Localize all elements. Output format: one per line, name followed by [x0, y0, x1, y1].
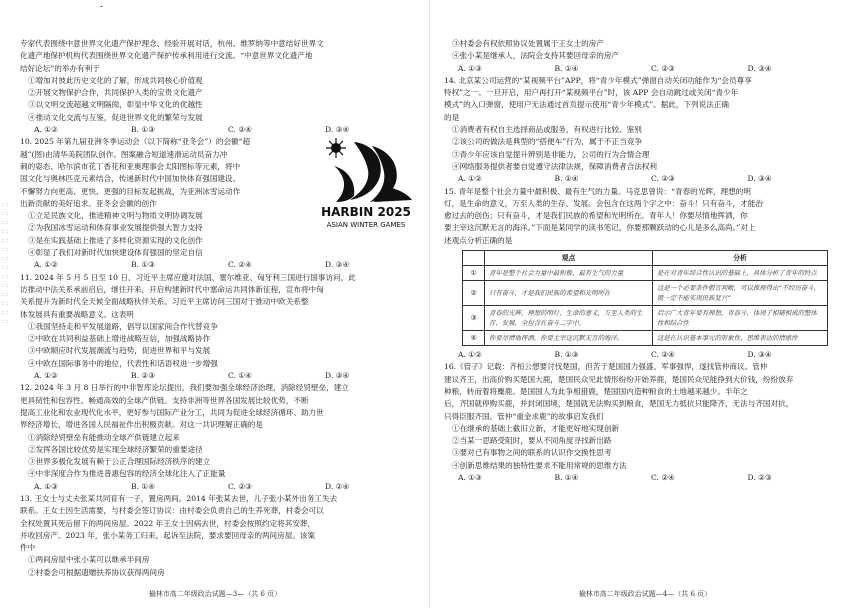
- option-2: ②中欧在共同利益基础上增进战略互信，加强战略协作: [28, 334, 211, 344]
- table-row: [463, 331, 828, 346]
- text-line: 12. 2024 年 3 月 8 日举行的中非智库论坛提出，我们要加强全球经济治理，消除经贸壁垒，建立: [20, 383, 349, 393]
- text-line: 访推动中法关系承前启后，继往开来，开启构建新时代中塞命运共同体新征程，宣布将中匈: [20, 284, 324, 294]
- option-4: ④创新思维结果的独特性要求不能用常规的思维方法: [452, 460, 627, 470]
- q9-options: [20, 75, 422, 124]
- option-1: ①增加对彼此历史文化的了解，形成共同核心价值观: [28, 75, 203, 85]
- table-row: [463, 281, 828, 306]
- text-line: 出新贡献的美好追求。亚冬会会徽的创作: [20, 198, 157, 208]
- text-line: 专家代表围绕中意世界文化遗产保护理念、经验开展对话，杭州、维罗纳等中意结好世界文: [20, 39, 324, 48]
- row-view: 只有奋斗，才是我们民族的希望和光明所在: [485, 281, 653, 306]
- option-2: ②该公司的做法是典型的“搭便车”行为，属于不正当竞争: [452, 137, 643, 147]
- row-number: ①: [463, 266, 485, 281]
- option-3: ③以文明交流超越文明隔阂，彰显中华文化的优越性: [28, 100, 203, 110]
- choice-b: B. ①③: [554, 350, 579, 360]
- text-line: 只得臣服齐国。管仲“重金求鹿”的故事启发我们: [444, 411, 604, 421]
- table-header-view: 观点: [485, 251, 653, 266]
- table-row: [463, 306, 828, 331]
- option-2: ②为我国冰雪运动和体育事业发展提供强大智力支持: [28, 223, 203, 233]
- row-analysis: 这是在认识基本事元的形象性，思维表达的情感性: [653, 331, 828, 346]
- choice-c: C. ②③: [651, 63, 675, 73]
- question-13: [20, 493, 422, 579]
- option-3: ③世界多极化发展有赖于公正合理国际经济秩序的建立: [28, 457, 211, 467]
- option-3: ③要对已有事物之间的联系的认识作交换性思考: [452, 448, 612, 458]
- text-line: 特权”之一。一旦开启，用户再打开“某视频平台”时，该 APP 会自动跳过或关闭“青少年: [444, 88, 739, 98]
- choice-c: C. ②④: [651, 473, 675, 483]
- text-line: 建议齐王，出高价购买楚国大鹿，楚国民众见此情形纷纷开始养鹿，楚国民众见能挣到大价钱，纷纷放弃: [444, 374, 794, 384]
- choice-b: B. ①④: [554, 174, 579, 184]
- text-line: 全权处置其死后留下的两间房屋。2022 年王女士因病去世，村委会按照约定将其安葬，: [20, 518, 316, 528]
- option-4: ④推动文化交流与互鉴，促进世界文化的繁荣与发展: [28, 112, 203, 122]
- harbin-2025-emblem: [314, 136, 418, 232]
- text-line: 11. 2024 年 5 月 5 日至 10 日，习近平主席应邀对法国、塞尔维亚、匈牙利三国进行国事访问，此: [20, 272, 356, 282]
- question-12: [20, 382, 422, 493]
- question-16: [444, 361, 844, 484]
- choice-b: B. ①④: [554, 473, 579, 483]
- question-14: [444, 75, 844, 186]
- question-13-continued: [444, 38, 844, 75]
- option-1: ①在继承的基础上截旧立新，才能更好地实现创新: [452, 423, 620, 433]
- question-11: [20, 272, 422, 383]
- choice-c: C. ②④: [228, 260, 252, 270]
- text-line: 10. 2025 年第九届亚洲冬季运动会（以下简称“亚冬会”）的会徽“超: [20, 137, 251, 147]
- row-view: 你要尽情地挥洒，你要主宰这沉默无言的海洋。: [485, 331, 653, 346]
- text-line: 不懈努力向更高、更快、更强的目标发起挑战，为亚洲冰雪运动作: [20, 186, 241, 196]
- text-line: 14. 北京某公司运营的“某视频平台”APP，将“青少年模式”弹窗自动关闭功能作为“会员尊享: [444, 75, 752, 85]
- text-line: 模式”的入口弹窗，使用户无法通过首页提示使用“青少年模式”。据此，下列说法正确: [444, 100, 730, 110]
- option-3: ③中欧顺应时代发展潮流与趋势，促进世界和平与发展: [28, 346, 211, 356]
- text-line: 后，齐国就停购买鹿，并封闭国境，楚国就无法购买到粮食，楚国无力抵抗只能降齐，无法与齐国对抗，: [444, 399, 794, 409]
- question-15: [444, 186, 844, 362]
- text-line: 化遗产地保护机构代表围绕世界文化遗产保护传承利用进行交流。“中意世界文化遗产地: [20, 51, 313, 61]
- text-line: 要主宰这沉默无言的海洋。”下面是某同学的读书笔记，你要那颗跃动的心儿是多么高尚。”对上: [444, 223, 756, 233]
- table-header-blank: [463, 251, 485, 266]
- choice-d: D. ③④: [325, 125, 350, 135]
- option-4: ④中非深度合作为推进普惠包容的经济全球化注入了正能量: [28, 469, 226, 479]
- choice-d: D. ③④: [747, 174, 772, 184]
- q10-choices: [20, 259, 422, 271]
- choice-a: A. ①②: [458, 350, 482, 360]
- option-4: ④网络服务提供者要自觉遵守法律法规，保障消费者合法权利: [452, 161, 658, 171]
- option-2: ②当某一思路受阻时，要从不同角度寻找新出路: [452, 436, 612, 446]
- q15-choices: [444, 349, 844, 361]
- q13-choices: [444, 63, 844, 75]
- q12-choices: [20, 481, 422, 493]
- row-analysis: 是在对青年综合性认识的基础上，具体分析了青年的特点: [653, 266, 828, 281]
- choice-d: D. ②③: [747, 473, 772, 483]
- question-10: [20, 136, 422, 271]
- text-line: 15. 青年是整个社会力量中最积极、最有生气的力量。马克思曾说：“青春的光辉，理想的明: [444, 186, 751, 196]
- choice-a: A. ①②: [458, 174, 482, 184]
- text-line: 件中: [20, 543, 36, 553]
- row-number: ②: [463, 281, 485, 306]
- option-1: ①消费者有权自主选择商品或服务，有权进行比较、鉴别: [452, 125, 642, 135]
- choice-d: D. ③④: [325, 260, 350, 270]
- choice-a: A. ①②: [34, 371, 58, 381]
- choice-c: C. ②③: [228, 481, 252, 491]
- q9-choices: [20, 124, 422, 136]
- choice-b: B. ②③: [131, 371, 156, 381]
- choice-a: A. ①②: [34, 260, 58, 270]
- choice-d: D. ③④: [747, 63, 772, 73]
- option-4: ④中欧在国际事务中的地位，代表性和话语权进一步增强: [28, 358, 218, 368]
- choice-a: A. ①②: [34, 125, 58, 135]
- text-line: 提高工业化和农业现代化水平，更好参与国际产业分工，共同为促进全球经济循环、助力世: [20, 407, 324, 417]
- choice-a: A. ①③: [34, 481, 58, 491]
- binding-margin: : : : : : : : : : : : : : : : : : : : : : : : : : : : :: [2, 201, 8, 325]
- row-analysis: 这是一个必要条件假言判断，可以推理得出“不经历奋斗，就一定不能实现民族复兴”: [653, 281, 828, 306]
- option-4: ④张小某是继承人，法院会支持其要回母亲的房产: [452, 51, 620, 61]
- choice-d: D. ③④: [747, 350, 772, 360]
- choice-b: B. ①④: [131, 481, 156, 491]
- option-1: ①立足民族文化，推进精神文明与物质文明协调发展: [28, 211, 203, 221]
- page-4: [430, 0, 860, 608]
- q14-choices: [444, 173, 844, 185]
- option-3: ③青少年应该自觉提升辨别是非能力，公司的行为合情合理: [452, 149, 650, 159]
- option-3: ③村委会有权依照协议处置属于王女士的房产: [452, 39, 604, 48]
- text-line: 灯，是生命的意义，万至人类的生存、发展。会包含在这两个字之中：奋斗！只有奋斗，才能治: [444, 198, 763, 208]
- text-line: 更具韧性和包容性、畅通高效的全球产供链。支持非洲等世界各国发展比较优势，不断: [20, 395, 309, 405]
- choice-d: D. ③④: [325, 371, 350, 381]
- row-view: 青春的光辉，理想的明灯，生命的意义，万至人类的生存、发展，全包含在奋斗二字中。: [485, 306, 653, 331]
- option-1: ①消除经贸壁垒有能推动全球产供链建立起来: [28, 432, 180, 442]
- choice-b: B. ①④: [554, 63, 579, 73]
- q9-intro: [20, 38, 422, 75]
- option-2: ②开展文物保护合作，共同保护人类的宝贵文化遗产: [28, 88, 203, 98]
- page-footer: 榆林市高二年级政治试题—4—（共 6 页）: [578, 589, 712, 598]
- row-analysis: 启示广大青年要有理想，青春斗，体现了相辅相成的整体性和结合性: [653, 306, 828, 331]
- text-line: 界经济增长，增进各国人民福祉作出积极贡献。对这一共识理解正确的是: [20, 420, 263, 430]
- choice-c: C. ①④: [228, 371, 252, 381]
- page-footer: 榆林市高二年级政治试题—3—（共 6 页）: [148, 589, 282, 598]
- choice-c: C. ②④: [228, 125, 252, 135]
- table-header-row: [463, 251, 828, 266]
- option-1: ①我国坚持走和平发展道路，倡导以国家间合作代替竞争: [28, 321, 218, 331]
- text-line: 述观点分析正确的是: [444, 235, 513, 245]
- choice-b: B. ①③: [131, 260, 156, 270]
- choice-d: D. ②④: [325, 481, 350, 491]
- choice-a: A. ①③: [458, 63, 482, 73]
- analysis-table: [462, 250, 828, 346]
- q16-choices: [444, 472, 844, 484]
- text-line: 刺的姿态、哈尔滨市花丁香花和亚奥理事会太阳图标等元素，将中: [20, 161, 241, 171]
- choice-c: C. ②④: [651, 350, 675, 360]
- text-line: 国文化与奥林匹克元素结合，传递新时代中国加快体育强国建设、: [20, 174, 241, 184]
- text-line: 结好论坛”的举办有利于: [20, 63, 100, 73]
- text-line: 联系。王女士因生活需要，与村委会签订协议：由村委会负责自己的生养死葬，村委会可以: [20, 506, 324, 516]
- row-number: ③: [463, 306, 485, 331]
- text-line: 愈过去的创伤；只有奋斗，才是我们民族的希望和光明所在。青年人！你要尽情地挥洒，你: [444, 211, 748, 221]
- emblem-subtitle: ASIAN WINTER GAMES: [326, 221, 406, 230]
- text-line: 关系提升为新时代全天候全面战略伙伴关系。习近平主席访问三国对于推动中欧关系整: [20, 297, 309, 307]
- row-number: ④: [463, 331, 485, 346]
- text-line: 13. 王女士与丈夫张某共同育有一子，置房两间。2014 年张某去世，儿子张小某外出务工失去: [20, 493, 338, 503]
- option-3: ③是在实践基础上推进了多样化资源实现的文化创作: [28, 235, 203, 245]
- text-line: 种粮，转而着将麋鹿。楚国国人为此争相猎鹿，楚国国内造种粮食的土地越来越少。半年之: [444, 386, 748, 396]
- text-line: 体发展具有重要战略意义。这表明: [20, 309, 134, 319]
- text-line: 并收回房产。2023 年，张小某务工归来，起诉至法院，要求要回母亲的两间房屋。该案: [20, 530, 316, 540]
- option-4: ④彰显了我们对新时代加快建设体育强国的坚定自信: [28, 248, 203, 258]
- option-1: ①两间房屋中张小某可以继承半间房: [28, 555, 150, 565]
- emblem-title: HARBIN 2025: [321, 205, 411, 220]
- option-2: ②发挥各国比较优势是实现全球经济繁荣的重要途径: [28, 444, 203, 454]
- option-2: ②村委会可根据遗赠扶养协议获得两间房: [28, 567, 165, 577]
- choice-c: C. ②③: [651, 174, 675, 184]
- choice-b: B. ①③: [131, 125, 156, 135]
- text-line: 16.《管子》记载：齐桓公想要讨伐楚国，但苦于楚国国力强盛、军事强悍，遂找管仲商议。管仲: [444, 362, 768, 372]
- choice-a: A. ①③: [458, 473, 482, 483]
- q11-choices: [20, 370, 422, 382]
- text-line: 的是: [444, 112, 460, 122]
- text-line: 越”(图)由清华美院团队创作。图案融合短道速滑运动员奋力冲: [20, 149, 228, 159]
- row-view: 青年是整个社会力量中最积极、最有生气的力量: [485, 266, 653, 281]
- table-header-analysis: 分析: [653, 251, 828, 266]
- table-row: [463, 266, 828, 281]
